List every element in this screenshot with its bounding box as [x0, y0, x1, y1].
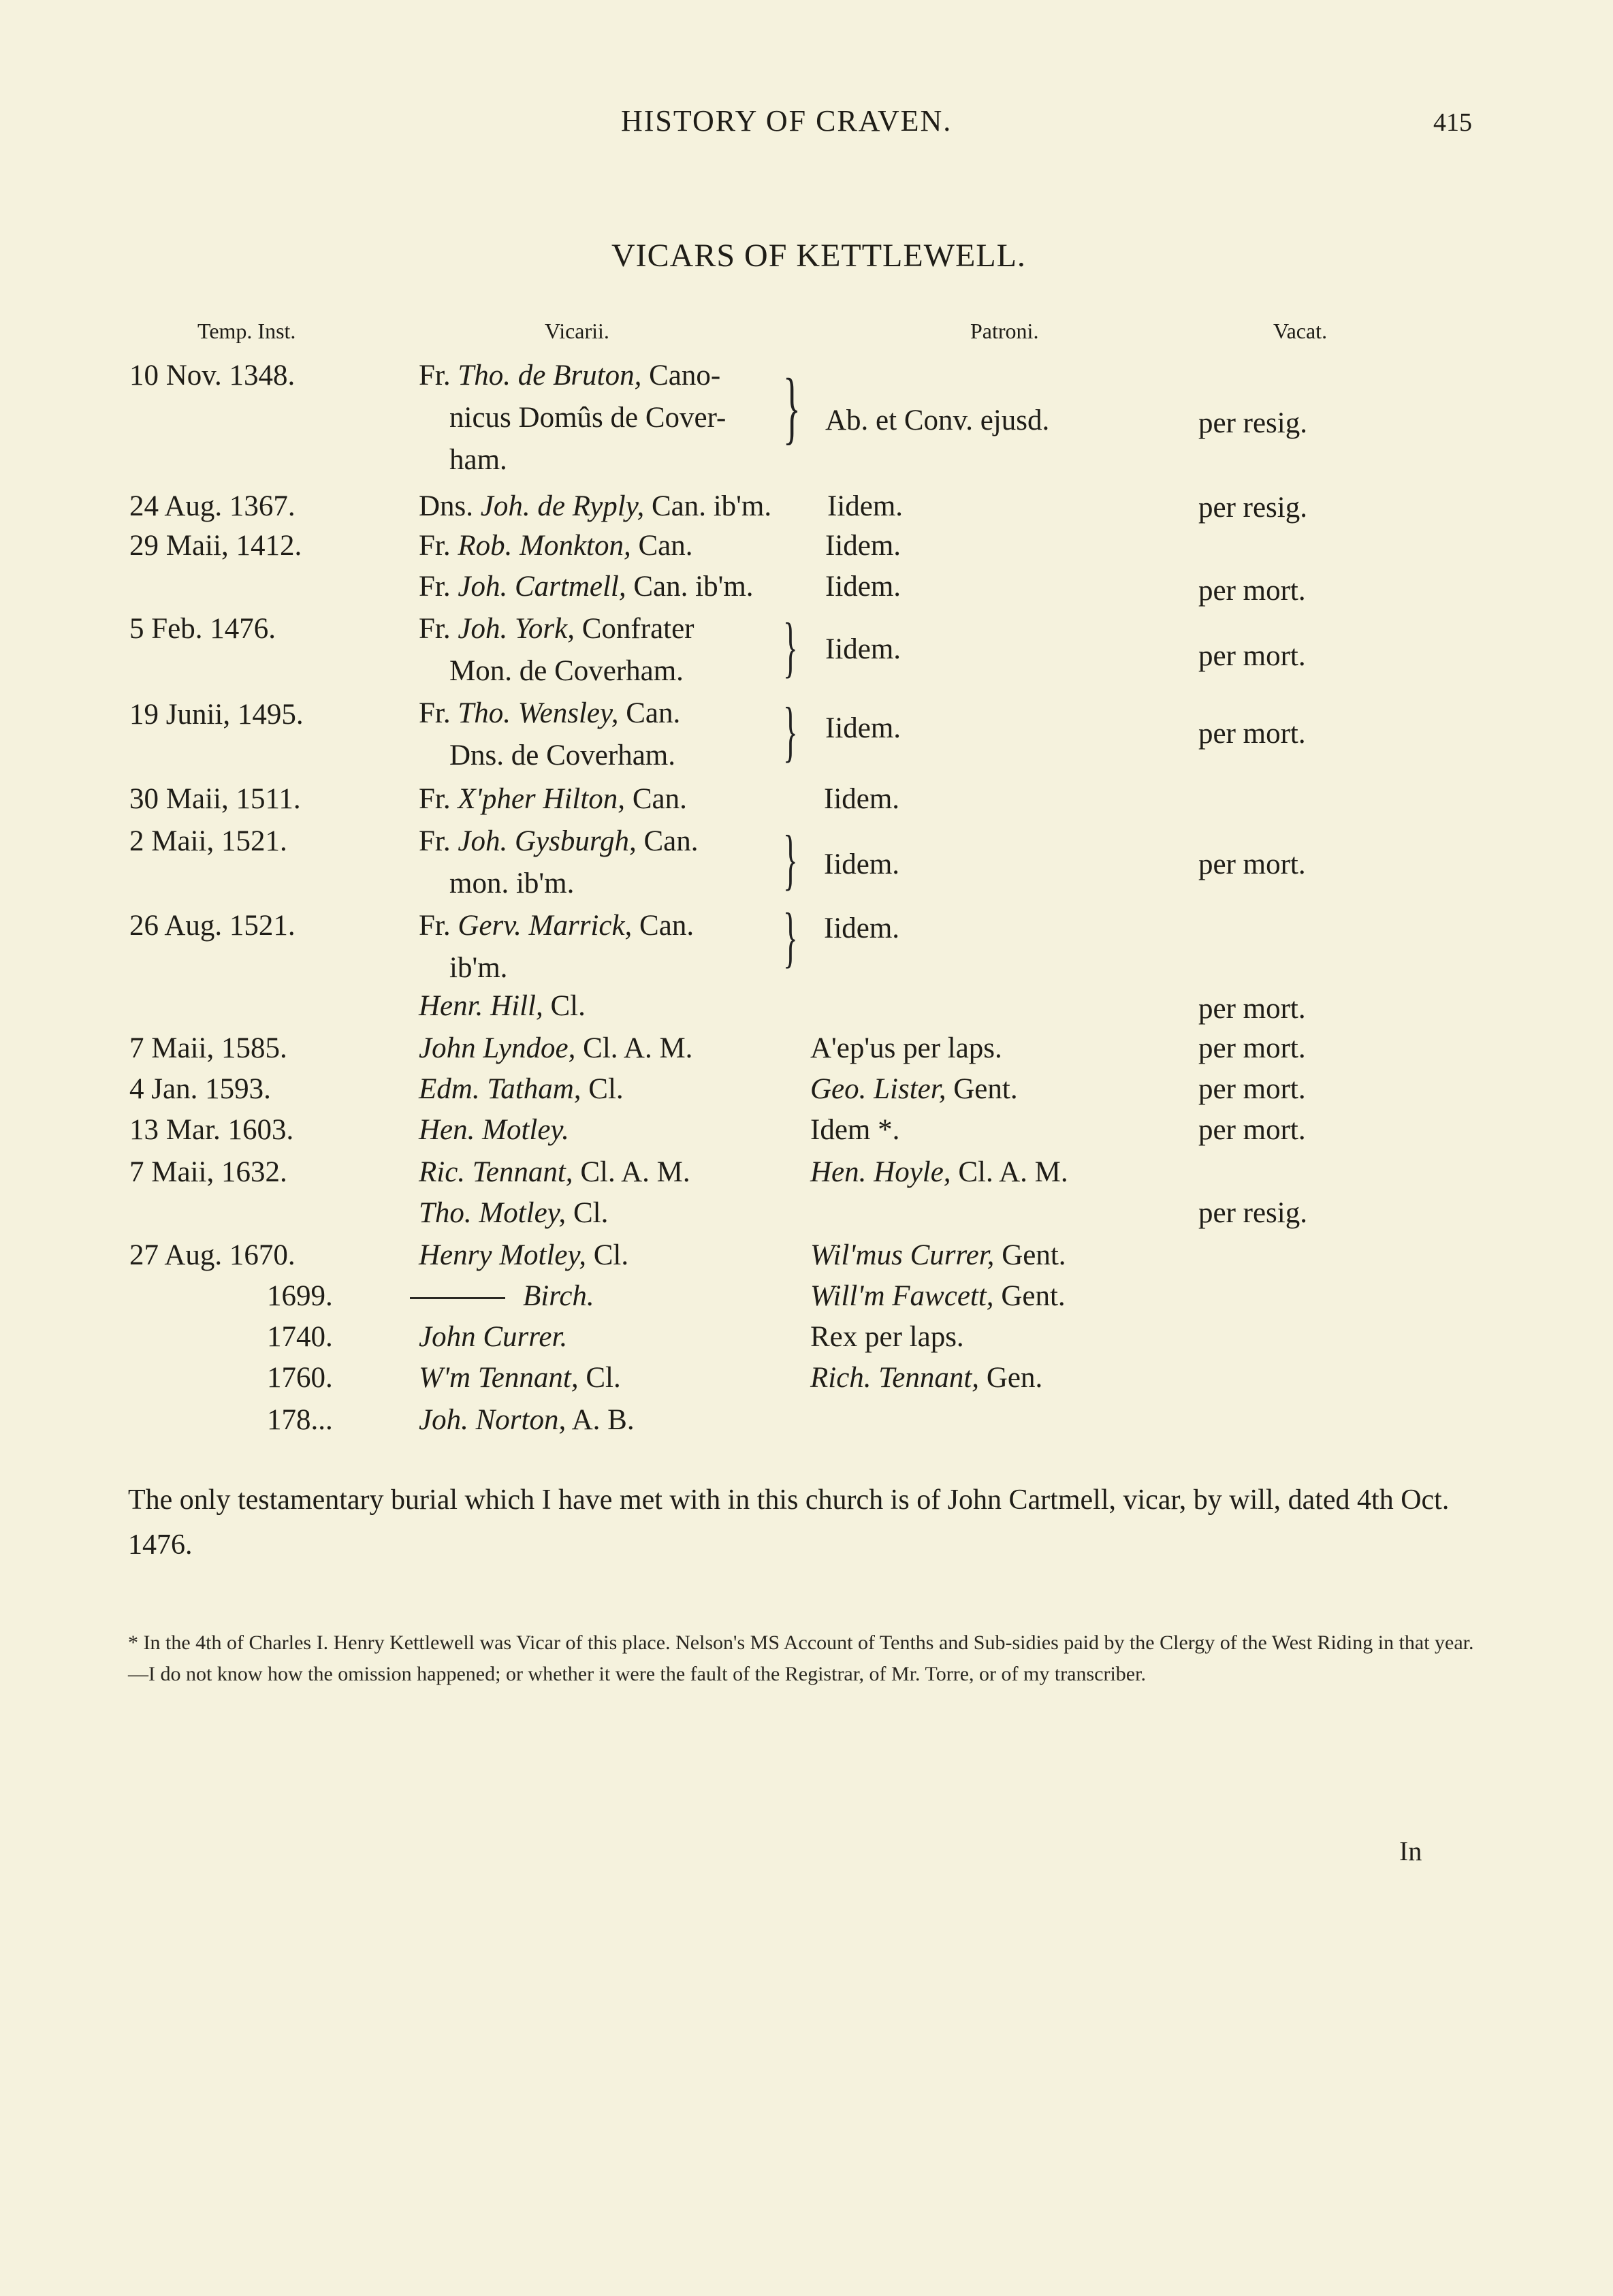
brace-mark: } [783, 693, 798, 769]
table-row-date: 178... [267, 1404, 333, 1436]
table-row-date: 26 Aug. 1521. [129, 910, 296, 942]
column-header-temp: Temp. Inst. [197, 319, 296, 343]
brace-mark: } [783, 362, 801, 452]
table-row-date: 2 Maii, 1521. [129, 825, 287, 857]
table-row-vicar: Henry Motley, Cl. [419, 1239, 629, 1271]
table-row-vicar: John Currer. [419, 1321, 568, 1353]
table-row-patron: Iidem. [825, 571, 901, 603]
table-row-vicar-cont: ham. [449, 444, 507, 476]
table-row-vicar: Fr. Joh. York, Confrater [419, 613, 694, 645]
table-row-vicar: Fr. Joh. Cartmell, Can. ib'm. [419, 571, 754, 603]
table-row-vicar: Fr. Joh. Gysburgh, Can. [419, 825, 699, 857]
table-row-date: 5 Feb. 1476. [129, 613, 276, 645]
table-row-date: 24 Aug. 1367. [129, 490, 296, 522]
table-row-patron: Hen. Hoyle, Cl. A. M. [810, 1156, 1068, 1188]
table-row-vicar: Henr. Hill, Cl. [419, 990, 586, 1022]
table-row-patron: Idem *. [810, 1114, 900, 1146]
table-row-vicar: W'm Tennant, Cl. [419, 1362, 621, 1394]
table-row-patron: Iidem. [825, 633, 901, 665]
table-row-date: 27 Aug. 1670. [129, 1239, 296, 1271]
table-row-vacat: per resig. [1198, 407, 1307, 439]
table-row-vicar: Edm. Tatham, Cl. [419, 1073, 624, 1105]
table-row-vicar: Fr. Gerv. Marrick, Can. [419, 910, 694, 942]
table-row-vacat: per mort. [1198, 575, 1306, 607]
body-paragraph: The only testamentary burial which I have met with in this church is of John Cartmell, vicar, by will, dated 4th Oct. 1476. [128, 1484, 1450, 1561]
table-row-vacat: per resig. [1198, 1197, 1307, 1229]
table-row-vicar: Dns. Joh. de Ryply, Can. ib'm. [419, 490, 772, 522]
table-row-date: 1740. [267, 1321, 333, 1353]
table-row-patron: Iidem. [824, 912, 900, 944]
table-row-patron: Ab. et Conv. ejusd. [825, 404, 1050, 436]
name-blank-rule [410, 1297, 505, 1299]
table-row-patron: Iidem. [825, 712, 901, 744]
table-row-vicar: Fr. Tho. de Bruton, Cano- [419, 360, 721, 392]
table-row-patron: Will'm Fawcett, Gent. [810, 1280, 1066, 1312]
brace-mark: } [783, 899, 798, 974]
table-row-vicar: Ric. Tennant, Cl. A. M. [419, 1156, 690, 1188]
table-row-vicar-cont: mon. ib'm. [449, 867, 575, 899]
table-row-patron: Rex per laps. [810, 1321, 964, 1353]
table-row-date: 29 Maii, 1412. [129, 530, 302, 562]
table-row-date: 7 Maii, 1632. [129, 1156, 287, 1188]
table-row-patron: Iidem. [824, 783, 900, 815]
table-row-patron: Geo. Lister, Gent. [810, 1073, 1018, 1105]
table-row-vacat: per mort. [1198, 993, 1306, 1025]
table-row-date: 19 Junii, 1495. [129, 699, 304, 731]
table-row-vicar-cont: ib'm. [449, 952, 508, 984]
column-header-vicarii: Vicarii. [545, 319, 609, 343]
section-title: VICARS OF KETTLEWELL. [611, 238, 1026, 274]
table-row-vicar: Fr. X'pher Hilton, Can. [419, 783, 687, 815]
table-row-patron: Iidem. [825, 530, 901, 562]
table-row-date: 30 Maii, 1511. [129, 783, 301, 815]
table-row-date: 1760. [267, 1362, 333, 1394]
table-row-vicar: Birch. [523, 1280, 594, 1312]
table-row-date: 1699. [267, 1280, 333, 1312]
table-row-vacat: per mort. [1198, 1073, 1306, 1105]
table-row-vicar: Joh. Norton, A. B. [419, 1404, 635, 1436]
table-row-vicar: John Lyndoe, Cl. A. M. [419, 1032, 693, 1064]
table-row-vicar-cont: Mon. de Coverham. [449, 655, 684, 687]
column-header-vacat: Vacat. [1273, 319, 1328, 343]
table-row-vicar: Fr. Tho. Wensley, Can. [419, 697, 681, 729]
table-row-date: 10 Nov. 1348. [129, 360, 296, 392]
table-row-patron: A'ep'us per laps. [810, 1032, 1002, 1064]
table-row-patron: Iidem. [827, 490, 904, 522]
table-row-vicar: Tho. Motley, Cl. [419, 1197, 609, 1229]
brace-mark: } [783, 609, 798, 684]
table-row-date: 4 Jan. 1593. [129, 1073, 271, 1105]
brace-mark: } [783, 821, 798, 897]
catchword: In [1399, 1836, 1422, 1866]
table-row-date: 13 Mar. 1603. [129, 1114, 294, 1146]
page-number: 415 [1433, 108, 1472, 137]
running-head: HISTORY OF CRAVEN. [621, 104, 953, 138]
table-row-vacat: per mort. [1198, 1032, 1306, 1064]
table-row-vacat: per mort. [1198, 640, 1306, 672]
table-row-vacat: per resig. [1198, 492, 1307, 524]
table-row-vicar-cont: nicus Domûs de Cover- [449, 402, 726, 434]
table-row-date: 7 Maii, 1585. [129, 1032, 287, 1064]
table-row-vicar: Fr. Rob. Monkton, Can. [419, 530, 693, 562]
column-header-patroni: Patroni. [970, 319, 1039, 343]
table-row-patron: Iidem. [824, 848, 900, 880]
table-row-patron: Rich. Tennant, Gen. [810, 1362, 1043, 1394]
table-row-vacat: per mort. [1198, 848, 1306, 880]
footnote: * In the 4th of Charles I. Henry Kettlewell was Vicar of this place. Nelson's MS Account of Tenths and Sub-sidies paid by the Clergy of the West Riding in that year.—I do not know how the omission happened; or whether it were the fault of the Registrar, of Mr. Torre, or of my transcriber. [128, 1631, 1474, 1685]
table-row-patron: Wil'mus Currer, Gent. [810, 1239, 1066, 1271]
table-row-vicar: Hen. Motley. [419, 1114, 569, 1146]
table-row-vacat: per mort. [1198, 1114, 1306, 1146]
table-row-vicar-cont: Dns. de Coverham. [449, 739, 675, 771]
table-row-vacat: per mort. [1198, 718, 1306, 750]
